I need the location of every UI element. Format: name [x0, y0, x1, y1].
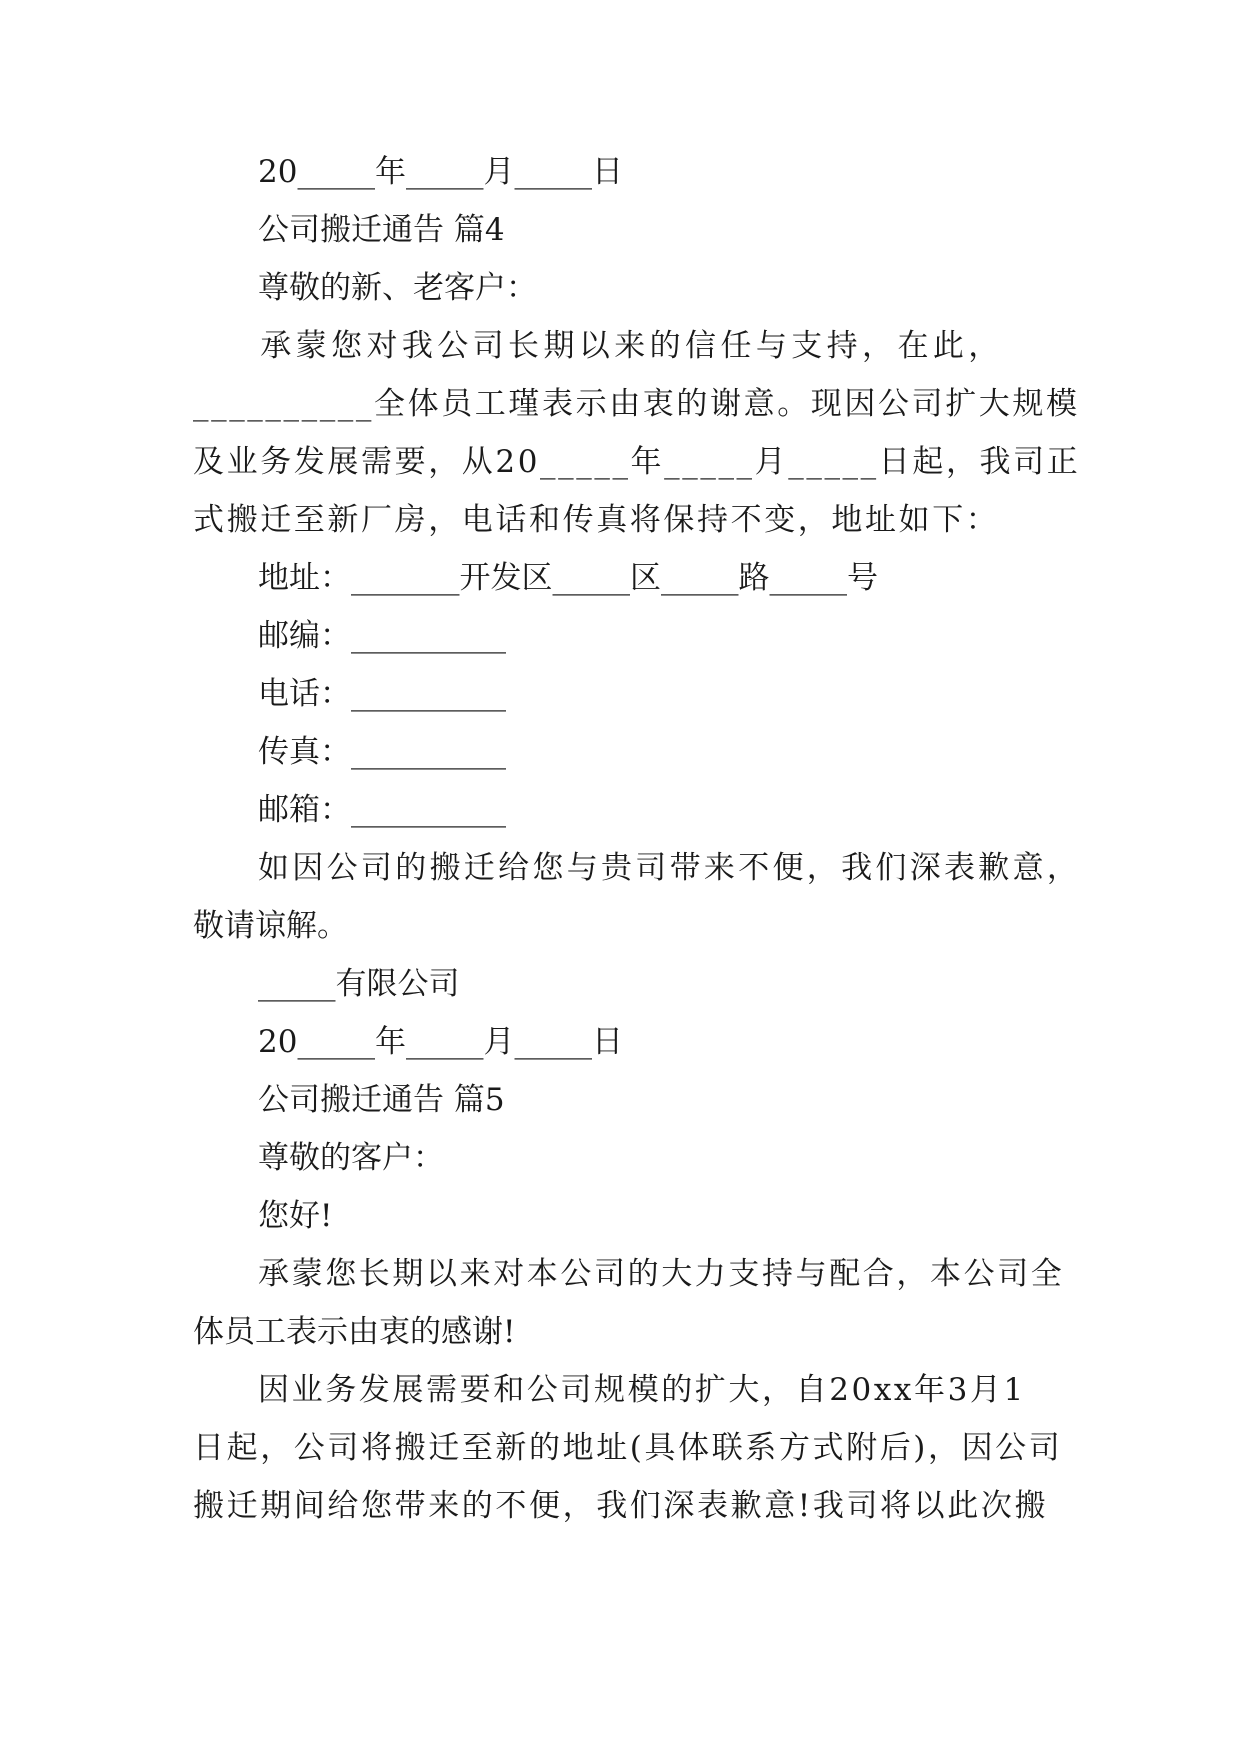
salutation: 尊敬的新、老客户：: [258, 270, 537, 306]
section-title: 公司搬迁通告 篇5: [258, 1082, 505, 1118]
salutation: 尊敬的客户：: [258, 1140, 444, 1176]
section-title: 公司搬迁通告 篇4: [258, 212, 505, 248]
date-line: 20_____年_____月_____日: [258, 154, 623, 190]
paragraph-line: __________全体员工瑾表示由衷的谢意。现因公司扩大规模: [193, 386, 1080, 422]
paragraph-line: 因业务发展需要和公司规模的扩大，自20xx年3月1: [258, 1372, 1026, 1408]
paragraph-line: 承蒙您长期以来对本公司的大力支持与配合，本公司全: [258, 1256, 1065, 1292]
paragraph-line: 及业务发展需要，从20_____年_____月_____日起，我司正: [193, 444, 1081, 480]
paragraph-line: 敬请谅解。: [193, 908, 348, 944]
company-signature: _____有限公司: [258, 966, 460, 1002]
paragraph-line: 式搬迁至新厂房，电话和传真将保持不变，地址如下：: [193, 502, 1000, 538]
paragraph-line: 体员工表示由衷的感谢!: [193, 1314, 516, 1350]
paragraph-line: 如因公司的搬迁给您与贵司带来不便，我们深表歉意，: [258, 850, 1082, 886]
greeting: 您好!: [258, 1198, 333, 1234]
address-line: 地址：_______开发区_____区_____路_____号: [258, 560, 878, 596]
date-line: 20_____年_____月_____日: [258, 1024, 623, 1060]
fax-line: 传真：__________: [258, 734, 506, 770]
phone-line: 电话：__________: [258, 676, 506, 712]
paragraph-line: 搬迁期间给您带来的不便，我们深表歉意!我司将以此次搬: [193, 1488, 1049, 1524]
email-line: 邮箱：__________: [258, 792, 506, 828]
paragraph-line: 日起，公司将搬迁至新的地址(具体联系方式附后)，因公司: [193, 1430, 1063, 1466]
postcode-line: 邮编：__________: [258, 618, 506, 654]
paragraph-line: 承蒙您对我公司长期以来的信任与支持，在此，: [246, 328, 1004, 364]
